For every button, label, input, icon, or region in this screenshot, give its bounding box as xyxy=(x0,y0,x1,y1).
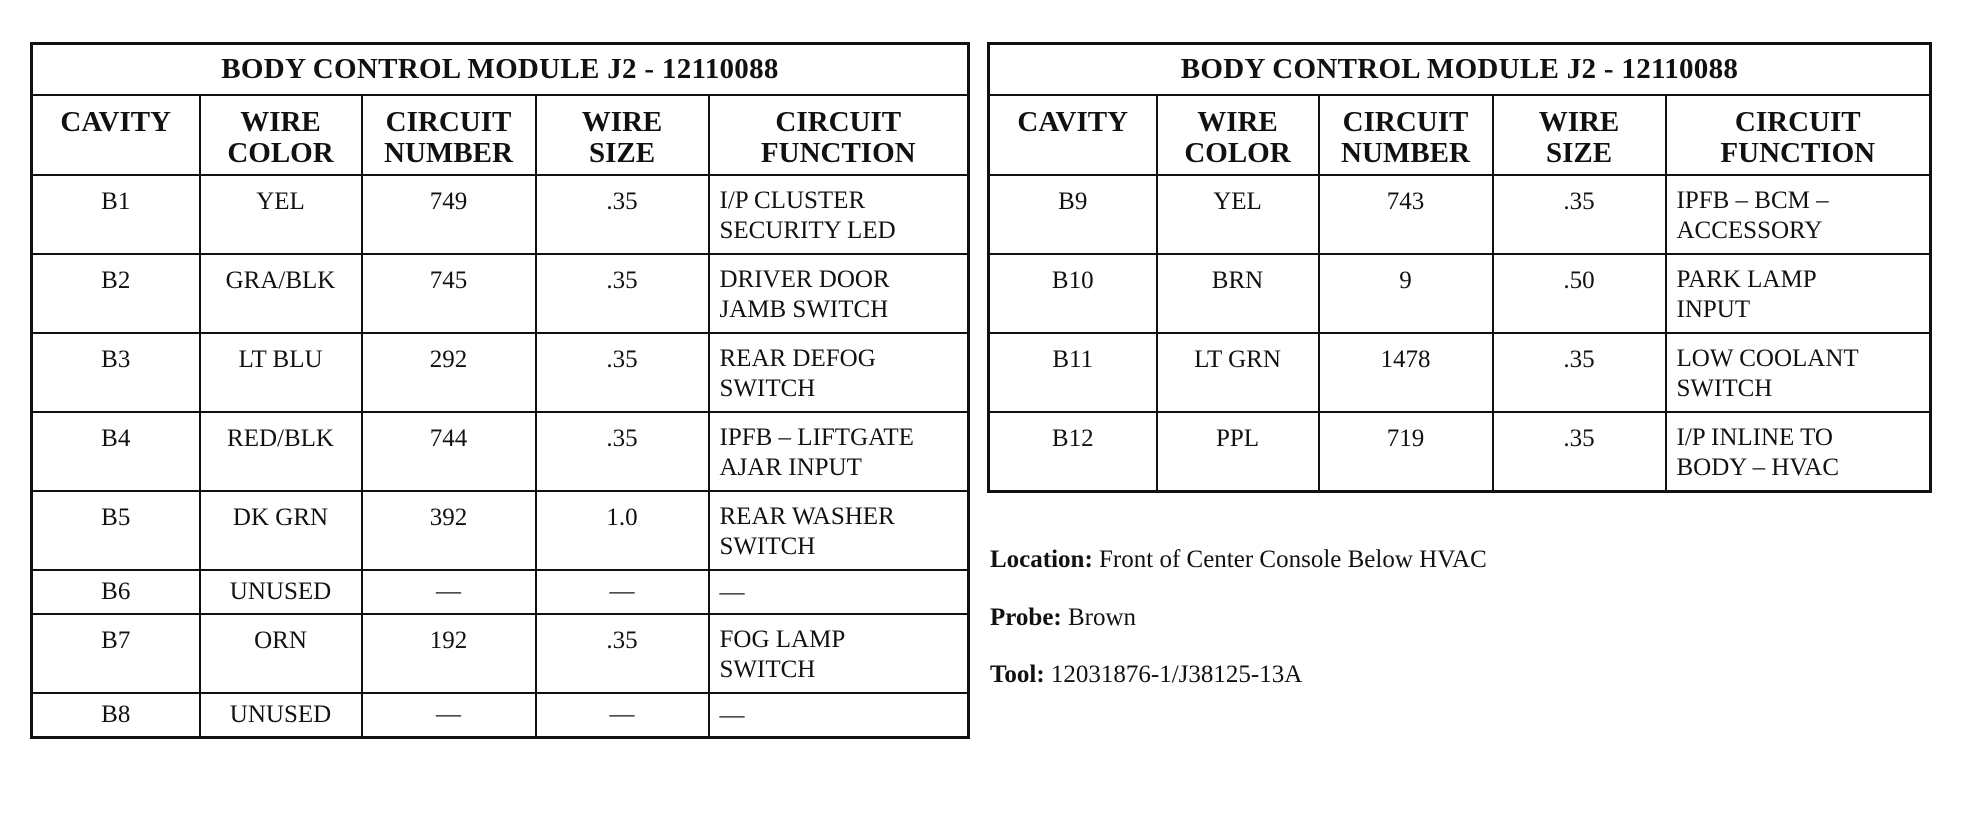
cavity-cell: B8 xyxy=(32,693,200,737)
table-row xyxy=(989,412,1931,491)
header-cavity: CAVITY xyxy=(32,95,200,175)
circuit-number-cell: 719 xyxy=(1319,412,1493,491)
header-circuit-number: CIRCUIT NUMBER xyxy=(362,95,536,175)
wire-color-cell: BRN xyxy=(1157,254,1319,333)
table-title: BODY CONTROL MODULE J2 - 12110088 xyxy=(32,44,969,96)
circuit-function-cell: LOW COOLANT SWITCH xyxy=(1666,333,1931,412)
connector-table-left xyxy=(30,42,970,739)
circuit-function-cell: REAR DEFOG SWITCH xyxy=(709,333,969,412)
wire-size-cell: .35 xyxy=(536,254,709,333)
probe-value: Brown xyxy=(1068,604,1137,631)
cavity-cell: B9 xyxy=(989,175,1157,254)
probe-label: Probe: xyxy=(990,604,1062,631)
tool-value: 12031876-1/J38125-13A xyxy=(1050,661,1303,688)
wire-size-cell: .35 xyxy=(536,412,709,491)
wire-color-cell: YEL xyxy=(1157,175,1319,254)
circuit-number-cell: 192 xyxy=(362,614,536,693)
circuit-function-cell: REAR WASHER SWITCH xyxy=(709,491,969,570)
circuit-function-cell: IPFB – LIFTGATE AJAR INPUT xyxy=(709,412,969,491)
circuit-function-cell: DRIVER DOOR JAMB SWITCH xyxy=(709,254,969,333)
table-row xyxy=(32,333,969,412)
circuit-number-cell: 743 xyxy=(1319,175,1493,254)
wire-size-cell: .35 xyxy=(536,614,709,693)
cavity-cell: B4 xyxy=(32,412,200,491)
wire-size-cell: .35 xyxy=(536,175,709,254)
circuit-number-cell: 1478 xyxy=(1319,333,1493,412)
cavity-cell: B7 xyxy=(32,614,200,693)
table-row xyxy=(32,175,969,254)
wire-size-cell: — xyxy=(536,693,709,737)
table-row xyxy=(989,254,1931,333)
circuit-number-cell: 745 xyxy=(362,254,536,333)
circuit-function-cell: — xyxy=(709,693,969,737)
cavity-cell: B6 xyxy=(32,570,200,614)
table-row xyxy=(989,333,1931,412)
table-row xyxy=(32,412,969,491)
circuit-number-cell: — xyxy=(362,693,536,737)
connector-table-right xyxy=(987,42,1932,493)
wire-color-cell: LT GRN xyxy=(1157,333,1319,412)
cavity-cell: B3 xyxy=(32,333,200,412)
circuit-function-cell: — xyxy=(709,570,969,614)
cavity-cell: B5 xyxy=(32,491,200,570)
wire-size-cell: .50 xyxy=(1493,254,1666,333)
wire-color-cell: PPL xyxy=(1157,412,1319,491)
circuit-number-cell: — xyxy=(362,570,536,614)
header-wire-color: WIRE COLOR xyxy=(200,95,362,175)
circuit-function-cell: I/P CLUSTER SECURITY LED xyxy=(709,175,969,254)
table-row xyxy=(32,254,969,333)
wire-color-cell: LT BLU xyxy=(200,333,362,412)
location-note xyxy=(990,546,1487,574)
tool-note xyxy=(990,661,1302,689)
header-wire-color: WIRE COLOR xyxy=(1157,95,1319,175)
header-circuit-function: CIRCUIT FUNCTION xyxy=(709,95,969,175)
wire-size-cell: 1.0 xyxy=(536,491,709,570)
table-row xyxy=(32,491,969,570)
circuit-number-cell: 9 xyxy=(1319,254,1493,333)
wire-size-cell: .35 xyxy=(1493,333,1666,412)
table-row xyxy=(32,570,969,614)
wire-color-cell: GRA/BLK xyxy=(200,254,362,333)
header-cavity: CAVITY xyxy=(989,95,1157,175)
wire-size-cell: .35 xyxy=(1493,175,1666,254)
wire-size-cell: .35 xyxy=(536,333,709,412)
probe-note xyxy=(990,604,1136,632)
wire-color-cell: DK GRN xyxy=(200,491,362,570)
circuit-number-cell: 749 xyxy=(362,175,536,254)
cavity-cell: B10 xyxy=(989,254,1157,333)
tool-label: Tool: xyxy=(990,661,1045,688)
table-row xyxy=(32,614,969,693)
header-circuit-function: CIRCUIT FUNCTION xyxy=(1666,95,1931,175)
circuit-function-cell: I/P INLINE TO BODY – HVAC xyxy=(1666,412,1931,491)
wire-color-cell: UNUSED xyxy=(200,570,362,614)
circuit-number-cell: 744 xyxy=(362,412,536,491)
wire-color-cell: ORN xyxy=(200,614,362,693)
cavity-cell: B12 xyxy=(989,412,1157,491)
circuit-number-cell: 292 xyxy=(362,333,536,412)
circuit-function-cell: PARK LAMP INPUT xyxy=(1666,254,1931,333)
circuit-number-cell: 392 xyxy=(362,491,536,570)
wire-color-cell: UNUSED xyxy=(200,693,362,737)
location-value: Front of Center Console Below HVAC xyxy=(1099,546,1487,573)
cavity-cell: B2 xyxy=(32,254,200,333)
header-wire-size: WIRE SIZE xyxy=(536,95,709,175)
wire-size-cell: — xyxy=(536,570,709,614)
header-wire-size: WIRE SIZE xyxy=(1493,95,1666,175)
wire-color-cell: RED/BLK xyxy=(200,412,362,491)
table-row xyxy=(32,693,969,737)
circuit-function-cell: IPFB – BCM – ACCESSORY xyxy=(1666,175,1931,254)
wire-size-cell: .35 xyxy=(1493,412,1666,491)
header-circuit-number: CIRCUIT NUMBER xyxy=(1319,95,1493,175)
table-title: BODY CONTROL MODULE J2 - 12110088 xyxy=(989,44,1931,96)
cavity-cell: B11 xyxy=(989,333,1157,412)
location-label: Location: xyxy=(990,546,1093,573)
cavity-cell: B1 xyxy=(32,175,200,254)
wire-color-cell: YEL xyxy=(200,175,362,254)
circuit-function-cell: FOG LAMP SWITCH xyxy=(709,614,969,693)
table-row xyxy=(989,175,1931,254)
